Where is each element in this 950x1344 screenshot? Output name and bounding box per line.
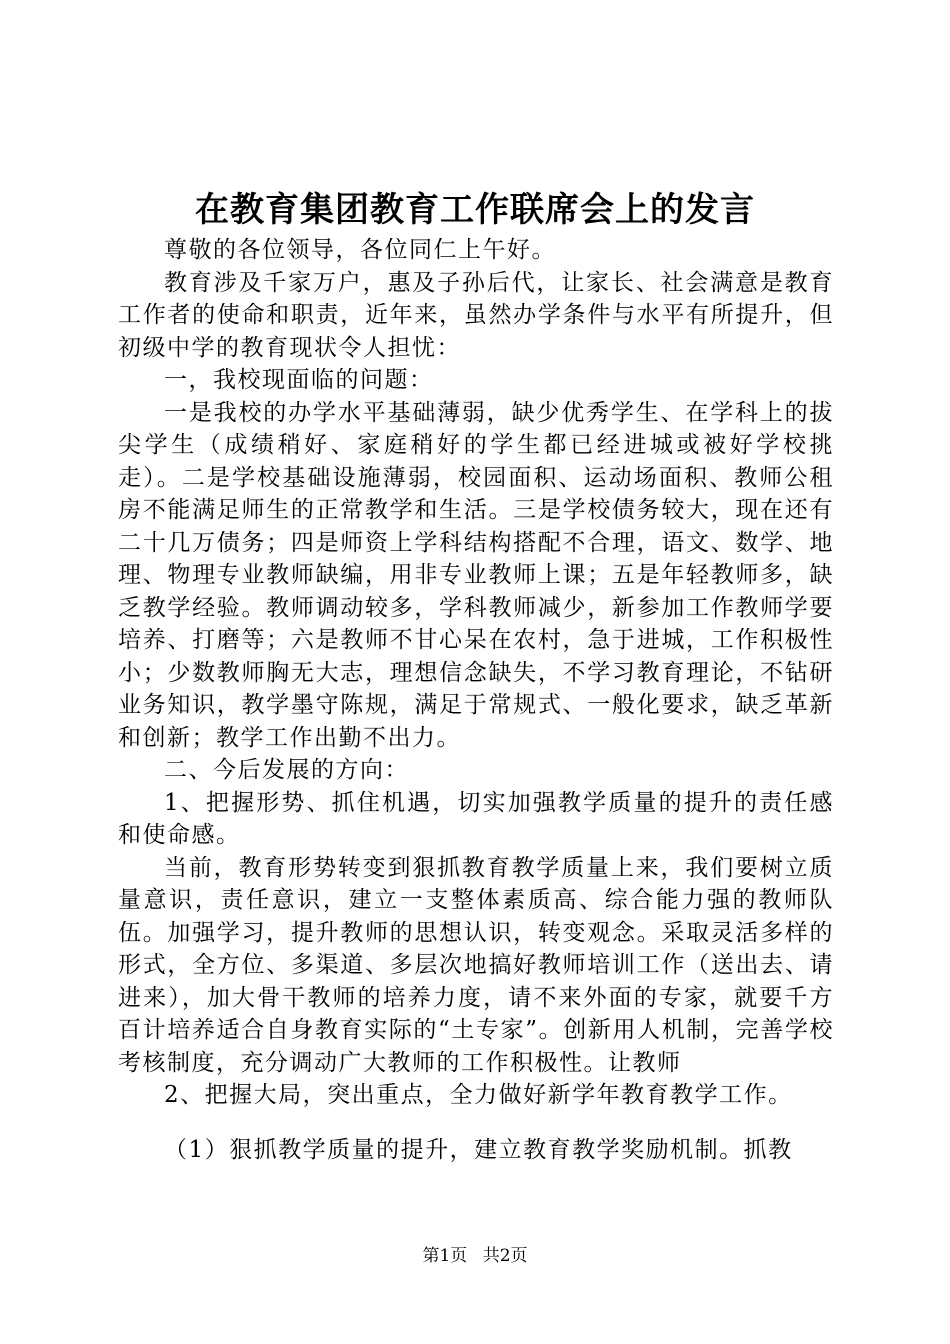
paragraph-point-1: 1、把握形势、抓住机遇，切实加强教学质量的提升的责任感和使命感。 xyxy=(118,789,834,848)
paragraph-subpoint-1: （1）狠抓教学质量的提升，建立教育教学奖励机制。抓教 xyxy=(164,1136,793,1163)
paragraph-intro: 教育涉及千家万户，惠及子孙后代，让家长、社会满意是教育工作者的使命和职责，近年来，虽然办学条件与水平有所提升，但初级中学的教育现状令人担忧： xyxy=(118,269,834,361)
paragraph-point-1-detail: 当前，教育形势转变到狠抓教育教学质量上来，我们要树立质量意识，责任意识，建立一支整体素质高、综合能力强的教师队伍。加强学习，提升教师的思想认识，转变观念。采取灵活多样的形式，全方位、多渠道、多层次地搞好教师培训工作（送出去、请进来），加大骨干教师的培养力度，请不来外面的专家，就要千方百计培养适合自身教育实际的“土专家”。创新用人机制，完善学校考核制度，充分调动广大教师的工作积极性。让教师 xyxy=(118,854,834,1076)
page-total: 共2页 xyxy=(482,1246,528,1266)
paragraph-greeting: 尊敬的各位领导，各位同仁上午好。 xyxy=(164,237,556,263)
paragraph-problems: 一是我校的办学水平基础薄弱，缺少优秀学生、在学科上的拔尖学生（成绩稍好、家庭稍好的学生都已经进城或被好学校挑走）。二是学校基础设施薄弱，校园面积、运动场面积、教师公租房不能满足师生的正常教学和生活。三是学校债务较大，现在还有二十几万债务；四是师资上学科结构搭配不合理，语文、数学、地理、物理专业教师缺编，用非专业教师上课；五是年轻教师多，缺乏教学经验。教师调动较多，学科教师减少，新参加工作教师学要培养、打磨等；六是教师不甘心呆在农村，急于进城，工作积极性小；少数教师胸无大志，理想信念缺失，不学习教育理论，不钻研业务知识，教学墨守陈规，满足于常规式、一般化要求，缺乏革新和创新；教学工作出勤不出力。 xyxy=(118,399,834,751)
document-title: 在教育集团教育工作联席会上的发言 xyxy=(195,190,755,230)
page-footer xyxy=(0,1244,950,1268)
section-heading-direction: 二、今后发展的方向： xyxy=(164,757,409,783)
paragraph-point-2: 2、把握大局，突出重点，全力做好新学年教育教学工作。 xyxy=(164,1082,793,1108)
page-number: 第1页 xyxy=(422,1246,468,1266)
document-body xyxy=(118,234,834,1166)
section-heading-problems: 一，我校现面临的问题： xyxy=(164,367,434,393)
